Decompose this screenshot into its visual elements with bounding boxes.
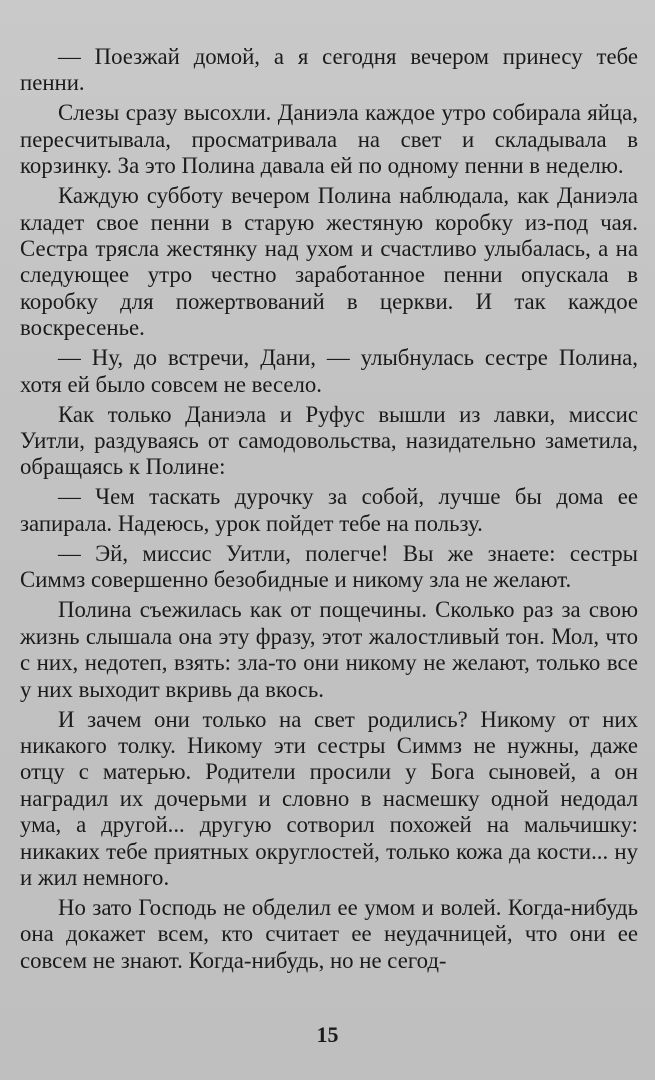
paragraph: — Чем таскать дурочку за собой, лучше бы дома ее запирала. Надеюсь, урок пойдет тебе на пользу. <box>20 484 638 536</box>
paragraph: Полина съежилась как от пощечины. Сколько раз за свою жизнь слышала она эту фразу, этот жалостливый тон. Мол, что с них, недотеп, взять: зла-то они никому не желают, только все у них выходит вкривь да вкось. <box>20 597 638 702</box>
paragraph: Слезы сразу высохли. Даниэла каждое утро собирала яйца, пересчитывала, просматривала на свет и складывала в корзинку. За это Полина давала ей по одному пенни в неделю. <box>20 100 638 179</box>
paragraph: — Поезжай домой, а я сегодня вечером принесу тебе пенни. <box>20 44 638 96</box>
paragraph: Но зато Господь не обделил ее умом и волей. Когда-нибудь она докажет всем, кто считает ее неудачницей, что они ее совсем не знают. Когда-нибудь, но не сегод- <box>20 894 638 973</box>
page-number: 15 <box>316 1022 339 1047</box>
paragraph: Каждую субботу вечером Полина наблюдала, как Даниэла кладет свое пенни в старую жестяную коробку из-под чая. Сестра трясла жестянку над ухом и счастливо улыбалась, а на следующее утро честно заработанное пенни опускала в коробку для пожертвований в церкви. И так каждое воскресенье. <box>20 183 638 341</box>
page-text <box>20 44 638 978</box>
paragraph: — Ну, до встречи, Дани, — улыбнулась сестре Полина, хотя ей было совсем не весело. <box>20 345 638 397</box>
paragraph: — Эй, миссис Уитли, полегче! Вы же знаете: сестры Симмз совершенно безобидные и никому зла не желают. <box>20 540 638 593</box>
paragraph: И зачем они только на свет родились? Никому от них никакого толку. Никому эти сестры Симмз не нужны, даже отцу с матерью. Родители просили у Бога сыновей, а он наградил их дочерьми и словно в насмешку одной недодал ума, а другой... другую сотворил похожей на мальчишку: никаких тебе приятных округлостей, только кожа да кости... ну и жил немного. <box>20 706 638 890</box>
paragraph: Как только Даниэла и Руфус вышли из лавки, миссис Уитли, раздуваясь от самодовольства, назидательно заметила, обращаясь к Полине: <box>20 401 638 480</box>
